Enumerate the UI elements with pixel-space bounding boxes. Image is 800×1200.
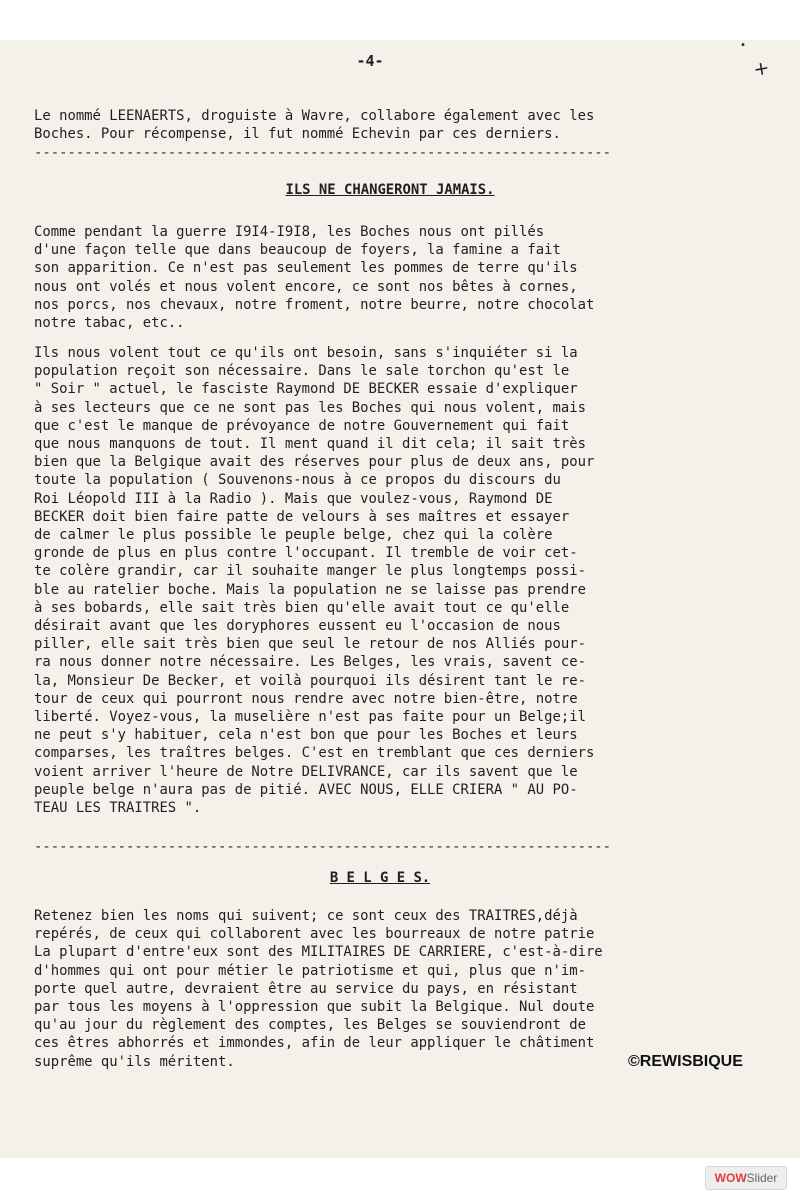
section1-paragraph-2: Ils nous volent tout ce qu'ils ont besoin, sans s'inquiéter si la population reçoit son nécessaire. Dans le sale torchon qu'est le " Soir " actuel, le fasciste Raymond DE BECKER essaie d'expliquer à ses lecteurs que ce ne sont pas les Boches qui nous volent, mais que c'est le manque de prévoyance de notre Gouvernement qui fait que nous manquons de tout. Il ment quand il dit cela; il sait très bien que la Belgique avait des réserves pour plus de deux ans, pour toute la population ( Souvenons-nous à ce propos du discours du Roi Léopold III à la Radio ). Mais que voulez-vous, Raymond DE BECKER doit bien faire patte de velours à ses maîtres et essayer de calmer le plus possible le peuple belge, chez qui la colère gronde de plus en plus contre l'occupant. Il tremble de voir cet- te colère grandir, car il souhaite manger le plus longtemps possi- ble au ratelier boche. Mais la population ne se laisse pas prendre à ses bobards, elle sait très bien qu'elle avait tout ce qu'elle désirait avant que les doryphores eussent eu l'occasion de nous piller, elle sait très bien que seul le retour de nos Alliés pour- ra nous donner notre nécessaire. Les Belges, les vrais, savent ce- la, Monsieur De Becker, et voilà pourquoi ils désirent tant le re- tour de ceux qui pourront nous rendre avec notre bien-être, notre liberté. Voyez-vous, la muselière n'est pas faite pour un Belge;il ne peut s'y habituer, cela n'est bon que pour les Boches et leurs comparses, les traîtres belges. C'est en tremblant que ces derniers voient arriver l'heure de Notre DELIVRANCE, car ils savent que le peuple belge n'aura pas de pitié. AVEC NOUS, ELLE CRIERA " AU PO- TEAU LES TRAITRES ". [34, 345, 595, 817]
copyright-notice: ©REWISBIQUE [628, 1053, 743, 1070]
watermark-wow: WOW [714, 1171, 747, 1185]
divider-top: --------------------------------------------------------------------- [34, 146, 612, 160]
section1-paragraph-1: Comme pendant la guerre I9I4-I9I8, les Boches nous ont pillés d'une façon telle que dans beaucoup de foyers, la famine a fait son apparition. Ce n'est pas seulement les pommes de terre qu'ils nous ont volés et nous volent encore, ce sont nos bêtes à cornes, nos porcs, nos chevaux, notre froment, notre beurre, notre chocolat notre tabac, etc.. [34, 224, 595, 332]
wowslider-watermark[interactable] [705, 1166, 787, 1190]
page-number: -4- [356, 52, 384, 70]
intro-paragraph: Le nommé LEENAERTS, droguiste à Wavre, collabore également avec les Boches. Pour récompense, il fut nommé Echevin par ces derniers. [34, 108, 595, 143]
watermark-slider: Slider [746, 1171, 778, 1185]
section-heading-belges: B E L G E S. [329, 870, 431, 886]
section2-paragraph-1: Retenez bien les noms qui suivent; ce sont ceux des TRAITRES,déjà repérés, de ceux qui collaborent avec les bourreaux de notre patrie La plupart d'entre'eux sont des MILITAIRES DE CARRIERE, c'est-à-dire d'hommes qui ont pour métier le patriotisme et qui, plus que n'im- porte quel autre, devraient être au service du pays, en résistant par tous les moyens à l'oppression que subit la Belgique. Nul doute qu'au jour du règlement des comptes, les Belges se souviendront de ces êtres abhorrés et immondes, afin de leur appliquer le châtiment suprême qu'ils méritent. [34, 908, 603, 1070]
divider-middle: --------------------------------------------------------------------- [34, 840, 612, 854]
section-heading-ils-ne-changeront-jamais: ILS NE CHANGERONT JAMAIS. [285, 182, 495, 198]
document-page [0, 40, 800, 1158]
corner-dot: • [740, 40, 747, 51]
corner-mark: ✕ [750, 54, 774, 82]
